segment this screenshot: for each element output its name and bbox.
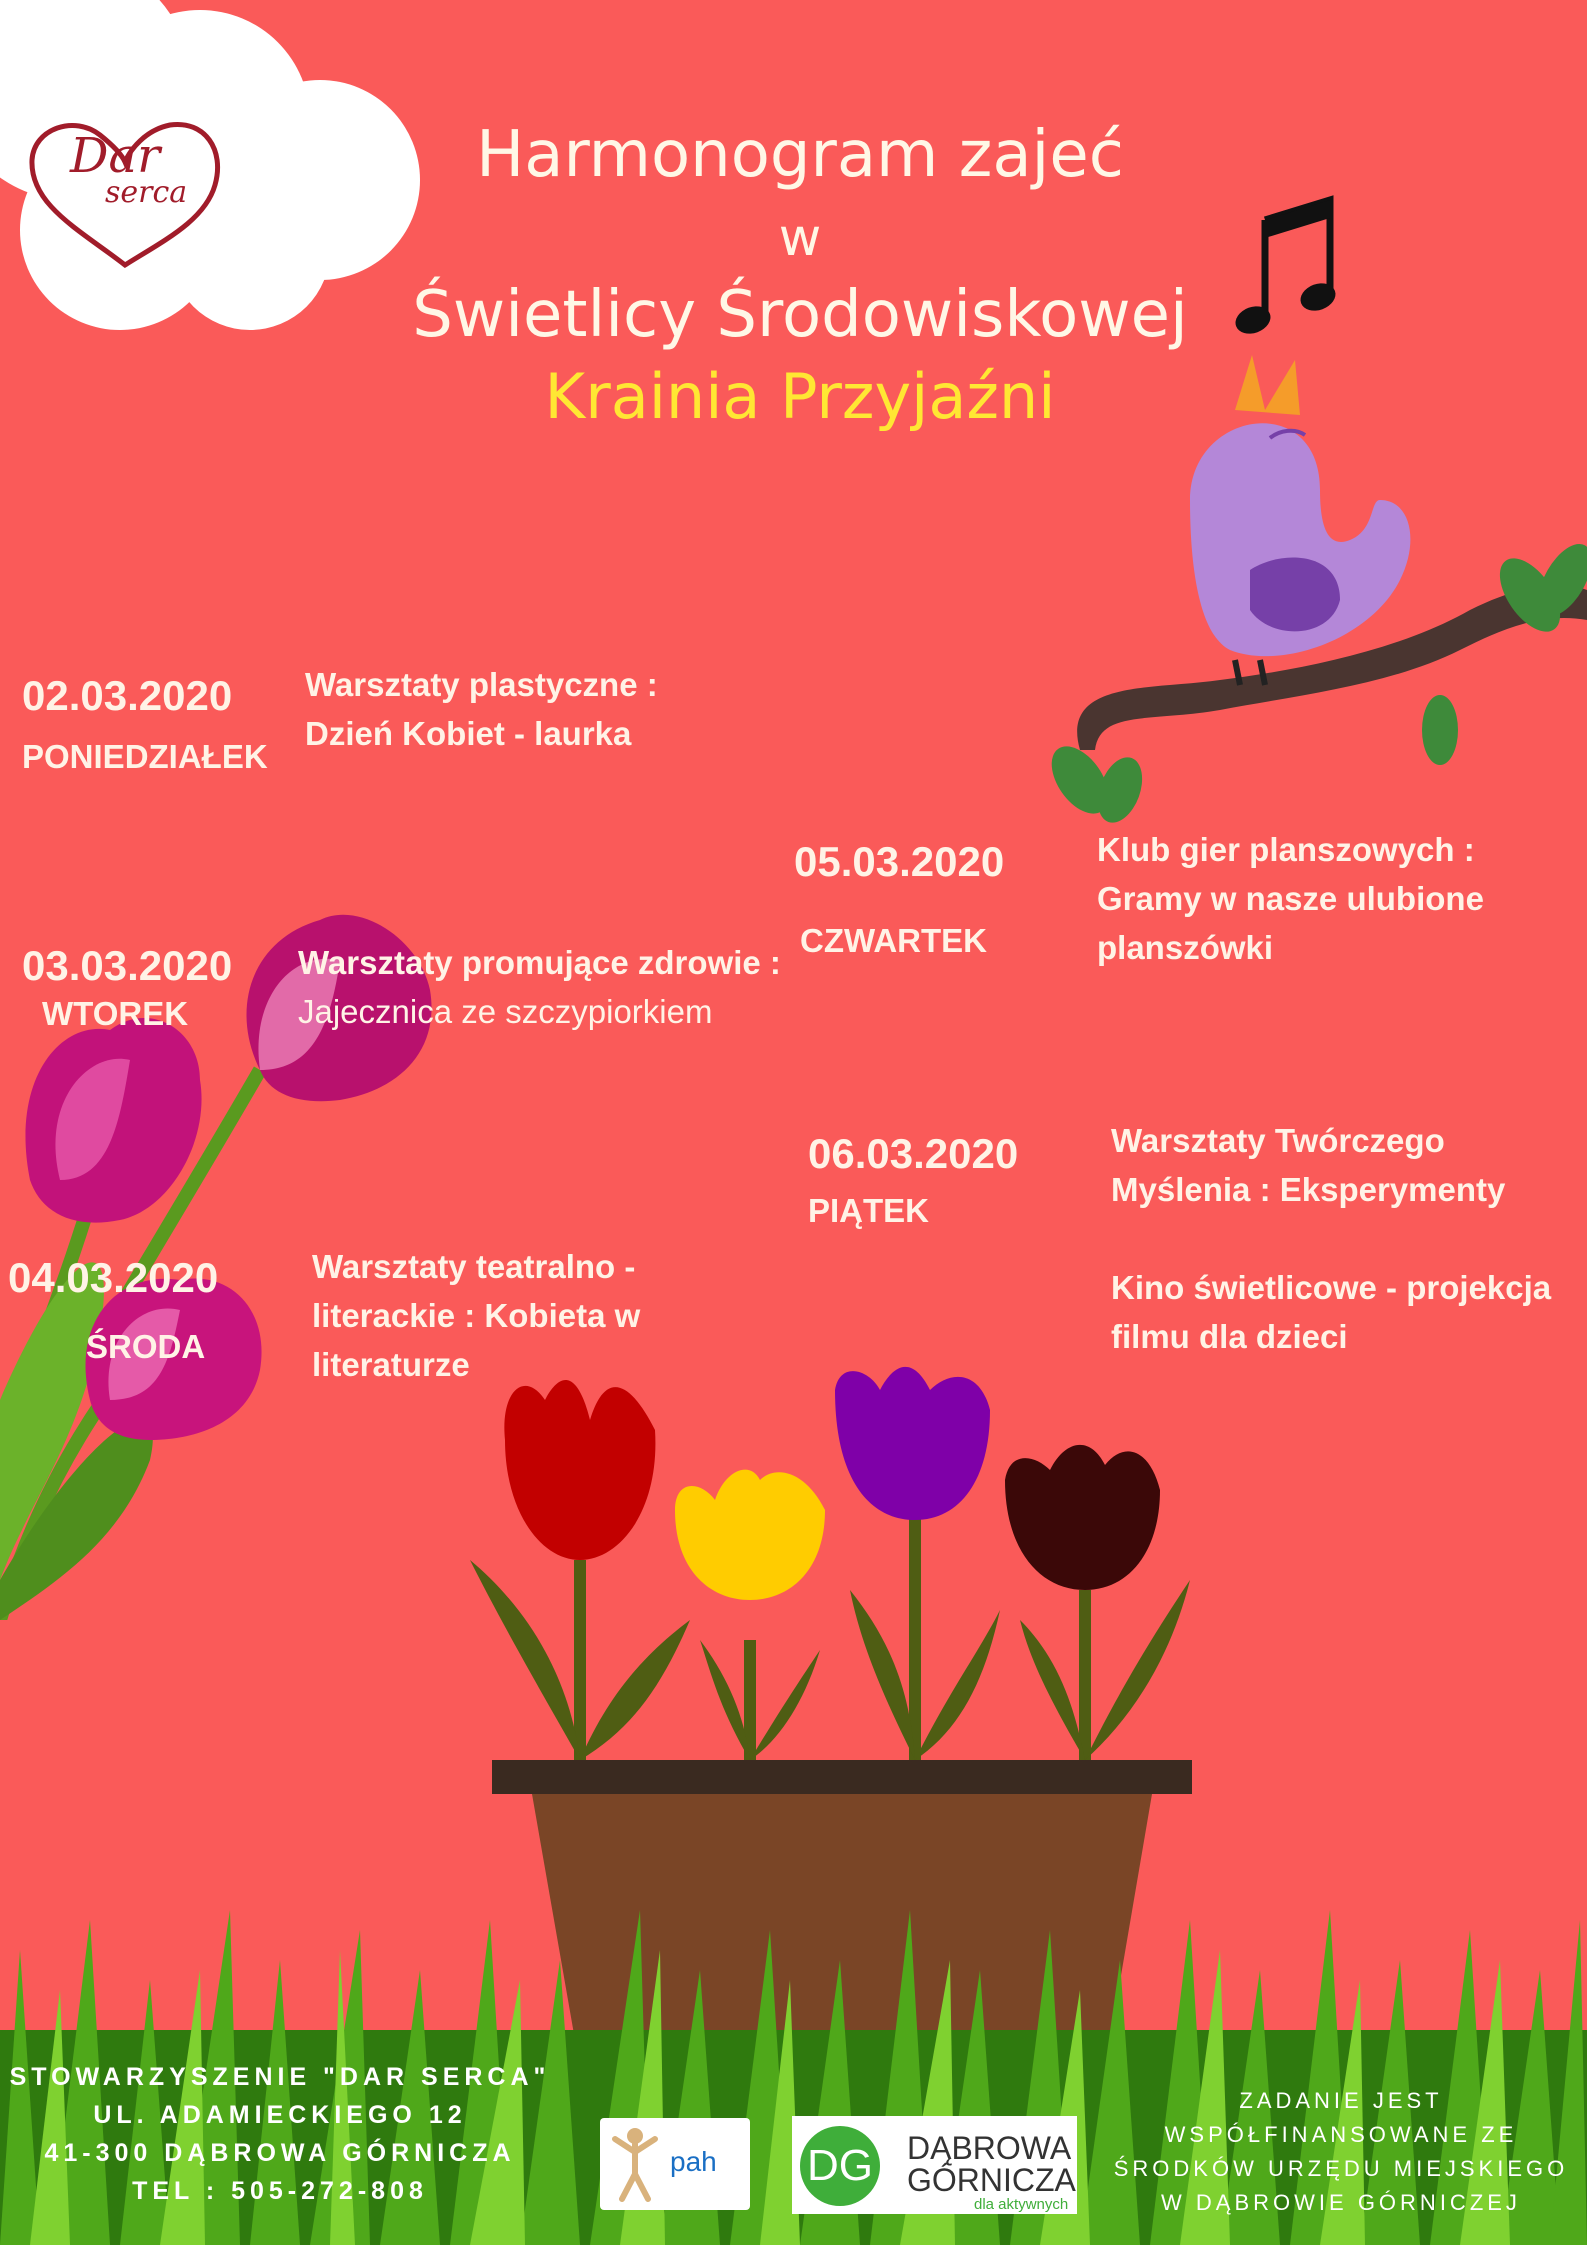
title-line2: w <box>778 208 822 268</box>
activity-friday <box>1111 1116 1551 1361</box>
activity-wednesday <box>312 1242 640 1389</box>
pah-label: pah <box>670 2146 717 2177</box>
day-monday: PONIEDZIAŁEK <box>22 738 268 775</box>
activity-thursday <box>1097 825 1484 972</box>
date-tuesday: 03.03.2020 <box>22 942 233 989</box>
logo-line2: serca <box>105 175 188 210</box>
bird-on-branch-illustration <box>1020 350 1587 850</box>
music-note-icon <box>1235 190 1345 340</box>
dg-line2: GÓRNICZA <box>907 2162 1076 2198</box>
date-thursday: 05.03.2020 <box>794 838 1005 885</box>
activity-line: planszówki <box>1097 929 1274 966</box>
dg-tagline: dla aktywnych <box>974 2196 1069 2213</box>
activity-line: Kino świetlicowe - projekcja <box>1111 1269 1552 1306</box>
activity-line: Warsztaty promujące zdrowie : <box>298 944 781 981</box>
footer-line: WSPÓŁFINANSOWANE ZE <box>1164 2122 1518 2147</box>
activity-line: literackie : Kobieta w <box>312 1297 641 1334</box>
date-monday: 02.03.2020 <box>22 672 233 719</box>
footer-line: ŚRODKÓW URZĘDU MIEJSKIEGO <box>1113 2156 1569 2181</box>
title-line1: Harmonogram zajeć <box>476 118 1124 192</box>
dg-line1: DĄBROWA <box>907 2130 1072 2166</box>
activity-line: Myślenia : Eksperymenty <box>1111 1171 1506 1208</box>
footer-line: 41-300 DĄBROWA GÓRNICZA <box>44 2139 516 2167</box>
activity-line: Jajecznica ze szczypiorkiem <box>298 993 713 1030</box>
activity-monday <box>305 660 658 758</box>
title-line3: Świetlicy Środowiskowej <box>412 278 1188 352</box>
footer-line: STOWARZYSZENIE "DAR SERCA" <box>9 2063 551 2091</box>
activity-tuesday <box>298 938 781 1036</box>
footer-cofinancing <box>1095 2084 1587 2220</box>
logo-line1: Dar <box>70 128 161 184</box>
day-friday: PIĄTEK <box>808 1192 930 1229</box>
activity-line: filmu dla dzieci <box>1111 1318 1348 1355</box>
activity-line: Dzień Kobiet - laurka <box>305 715 632 752</box>
figure-icon <box>610 2124 660 2204</box>
footer-line: TEL : 505-272-808 <box>132 2177 428 2205</box>
footer-line: W DĄBROWIE GÓRNICZEJ <box>1161 2190 1521 2215</box>
activity-line: Warsztaty plastyczne : <box>305 666 658 703</box>
activity-line: Warsztaty Twórczego <box>1111 1122 1445 1159</box>
logo-dar-serca <box>20 110 230 280</box>
activity-line: Klub gier planszowych : <box>1097 831 1475 868</box>
date-friday: 06.03.2020 <box>808 1130 1019 1177</box>
footer-line: UL. ADAMIECKIEGO 12 <box>93 2101 467 2129</box>
footer-address <box>0 2058 560 2210</box>
activity-line: Warsztaty teatralno - <box>312 1248 636 1285</box>
activity-line <box>1111 1214 1551 1263</box>
dabrowa-gornicza-logo <box>792 2116 1077 2214</box>
footer-line: ZADANIE JEST <box>1239 2088 1443 2113</box>
title-line4: Krainia Przyjaźni <box>544 360 1056 433</box>
date-wednesday: 04.03.2020 <box>8 1254 219 1301</box>
dg-letters: DG <box>800 2126 880 2206</box>
activity-line: Gramy w nasze ulubione <box>1097 880 1484 917</box>
day-tuesday: WTOREK <box>42 995 189 1032</box>
activity-line: literaturze <box>312 1346 470 1383</box>
day-wednesday: ŚRODA <box>86 1328 206 1365</box>
day-thursday: CZWARTEK <box>800 922 987 959</box>
pah-logo <box>600 2118 750 2210</box>
